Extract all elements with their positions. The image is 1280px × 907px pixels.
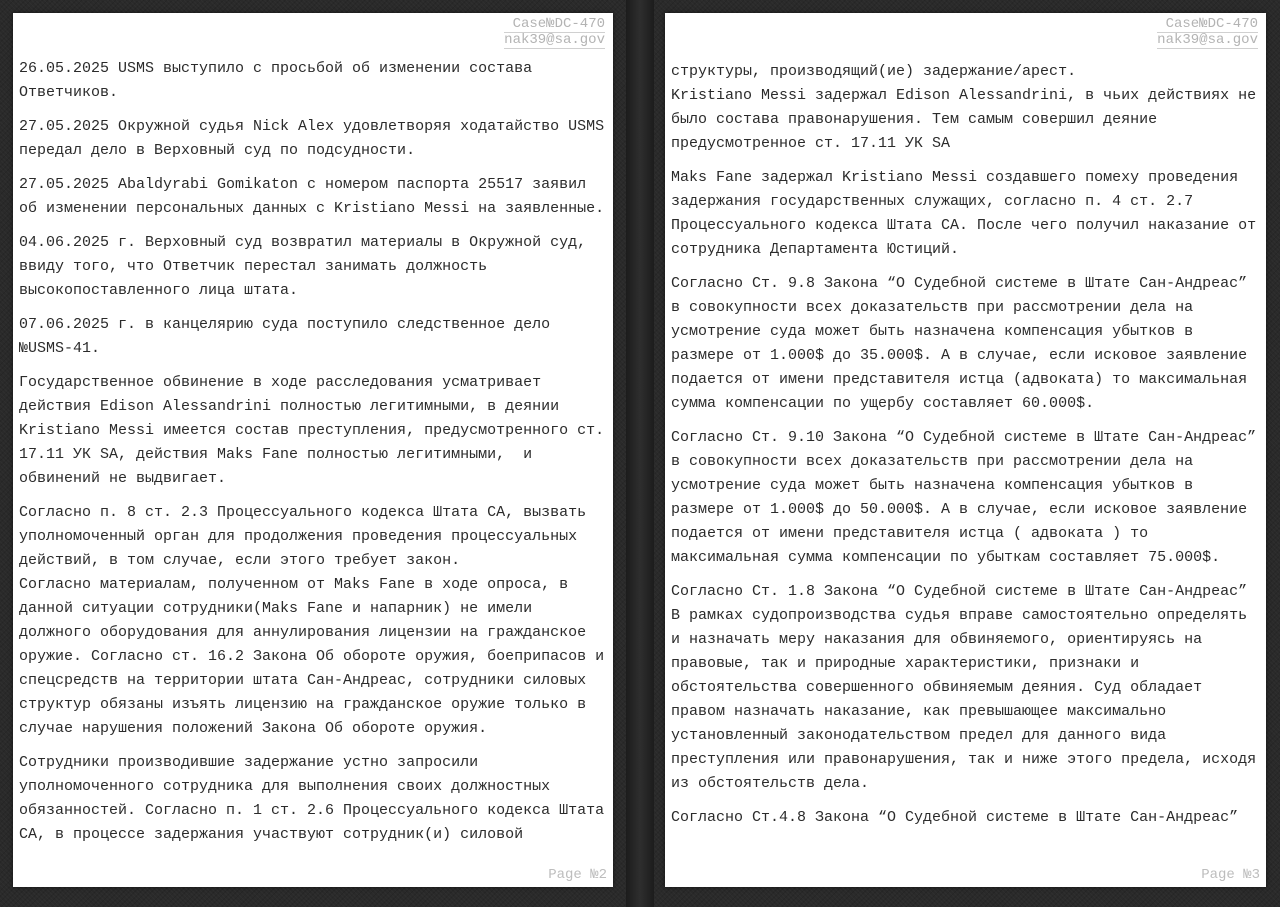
paragraph: Согласно Ст. 9.8 Закона “О Судебной системе в Штате Сан-Андреас” в совокупности всех доказательств при рассмотрении дела на усмотрение суда может быть назначена компенсация убытков в размере от 1.000$ до 35.000$. А в случае, если исковое заявление подается от имени представителя истца (адвоката) то максимальная сумма компенсации по ущербу составляет 60.000$. xyxy=(671,275,1257,412)
paragraph: 26.05.2025 USMS выступило с просьбой об изменении состава Ответчиков. xyxy=(19,60,542,101)
paragraph: Согласно Ст. 9.10 Закона “О Судебной системе в Штате Сан-Андреас” в совокупности всех доказательств при рассмотрении дела на усмотрение суда может быть назначена компенсация убытков в размере от 1.000$ до 50.000$. А в случае, если исковое заявление подается от имени представителя истца ( адвоката ) то максимальная сумма компенсации по убыткам составляет 75.000$. xyxy=(671,429,1266,566)
case-email: nak39@sa.gov xyxy=(1157,32,1258,48)
page-content xyxy=(19,57,613,857)
book-spine xyxy=(626,0,654,907)
page-content xyxy=(671,60,1266,840)
paragraph: 07.06.2025 г. в канцелярию суда поступило следственное дело №USMS-41. xyxy=(19,316,560,357)
paragraph: Согласно Ст. 1.8 Закона “О Судебной системе в Штате Сан-Андреас” В рамках судопроизводства судья вправе самостоятельно определять и назначать меру наказания для обвиняемого, ориентируясь на правовые, так и природные характеристики, признаки и обстоятельства совершенного обвиняемым деяния. Суд обладает правом назначать наказание, как превышающее максимально установленный законодательством предел для данного вида преступления или правонарушения, так и ниже этого предела, исходя из обстоятельств дела. xyxy=(671,583,1266,792)
case-number: Case№DC-470 xyxy=(504,17,605,33)
document-page-right xyxy=(665,13,1266,887)
paragraph: Государственное обвинение в ходе расследования усматривает действия Edison Alessandrini полностью легитимными, в деянии Kristiano Messi имеется состав преступления, предусмотренного ст. 17.11 УК SA, действия Maks Fane полностью легитимными, и обвинений не выдвигает. xyxy=(19,374,613,487)
paragraph: 27.05.2025 Окружной судья Nick Alex удовлетворяя ходатайство USMS передал дело в Верховный суд по подсудности. xyxy=(19,118,613,159)
case-number: Case№DC-470 xyxy=(1157,17,1258,33)
paragraph: Согласно Ст.4.8 Закона “О Судебной системе в Штате Сан-Андреас” xyxy=(671,809,1239,826)
paragraph: Maks Fane задержал Kristiano Messi создавшего помеху проведения задержания государственных служащих, согласно п. 4 ст. 2.7 Процессуального кодекса Штата СА. После чего получил наказание от сотрудника Департамента Юстиций. xyxy=(671,169,1266,258)
document-page-left xyxy=(13,13,613,887)
page-number: Page №3 xyxy=(1201,867,1260,883)
case-email: nak39@sa.gov xyxy=(504,32,605,48)
paragraph: Согласно п. 8 ст. 2.3 Процессуального кодекса Штата СА, вызвать уполномоченный орган для продолжения проведения процессуальных действий, в том случае, если этого требует закон. Согласно материалам, полученном от Maks Fane в ходе опроса, в данной ситуации сотрудники(Maks Fane и напарник) не имели должного оборудования для аннулирования лицензии на гражданское оружие. Согласно ст. 16.2 Закона Об обороте оружия, боеприпасов и спецсредств на территории штата Сан-Андреас, сотрудники силовых структур обязаны изъять лицензию на гражданское оружие только в случае нарушения положений Закона Об обороте оружия. xyxy=(19,504,605,737)
paragraph: 27.05.2025 Abaldyrabi Gomikaton с номером паспорта 25517 заявил об изменении персональных данных с Kristiano Messi на заявленные. xyxy=(19,176,605,217)
paragraph: структуры, производящий(ие) задержание/арест. Kristiano Messi задержал Edison Alessandrini, в чьих действиях не было состава правонарушения. Тем самым совершил деяние предусмотренное ст. 17.11 УК SA xyxy=(671,63,1257,152)
paragraph: Сотрудники производившие задержание устно запросили уполномоченного сотрудника для выполнения своих должностных обязанностей. Согласно п. 1 ст. 2.6 Процессуального кодекса Штата СА, в процессе задержания участвуют сотрудник(и) силовой xyxy=(19,754,613,843)
paragraph: 04.06.2025 г. Верховный суд возвратил материалы в Окружной суд, ввиду того, что Ответчик перестал занимать должность высокопоставленного лица штата. xyxy=(19,234,596,299)
case-header xyxy=(504,17,605,49)
case-header xyxy=(1157,17,1258,49)
page-number: Page №2 xyxy=(548,867,607,883)
